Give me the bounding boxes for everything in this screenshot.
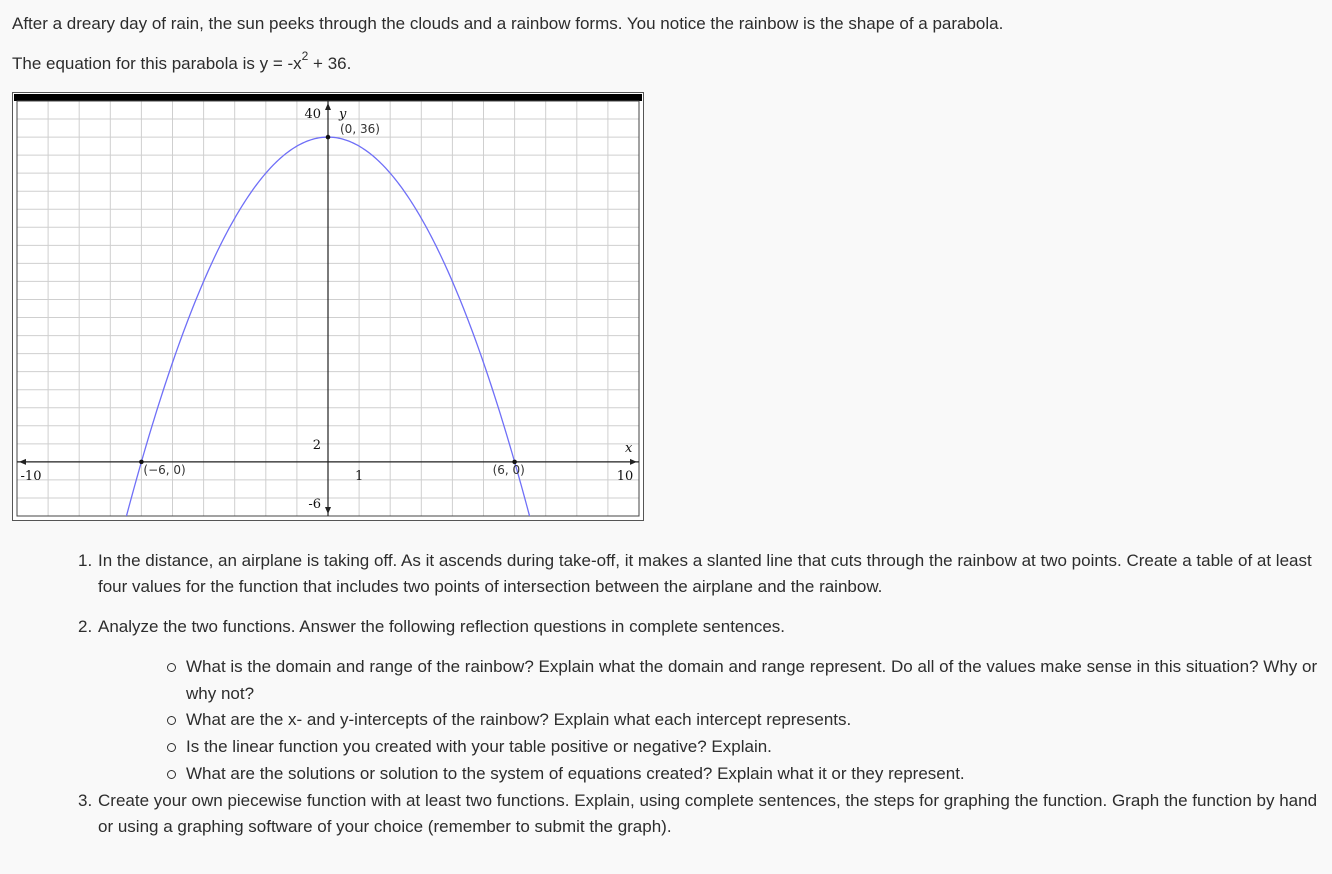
equation-suffix: + 36. [308,54,352,73]
circle-bullet-icon [167,770,176,779]
x-tick-label: -10 [20,468,42,484]
parabola-chart [13,93,643,520]
question-number: 2. [78,617,93,636]
reflection-question [166,707,1318,734]
question-text: In the distance, an airplane is taking off. As it ascends during take-off, it makes a slanted line that cuts through the rainbow at two points. Create a table of at least four values for the function that includes two points of intersection between the airplane and the rainbow. [98,551,1312,596]
question-number: 3. [78,790,93,810]
point-label: (0, 36) [340,122,380,137]
x-tick-label: 1 [354,468,364,484]
reflection-question [166,654,1318,707]
question-item [78,788,1318,840]
reflection-question-text: Is the linear function you created with your table positive or negative? Explain. [186,737,772,757]
y-tick-label: 40 [304,107,321,122]
equation-paragraph [12,49,352,75]
point-marker [326,135,331,140]
circle-bullet-icon [167,663,176,672]
intro-paragraph: After a dreary day of rain, the sun peeks through the clouds and a rainbow forms. You notice the rainbow is the shape of a parabola. [12,14,1004,33]
circle-bullet-icon [167,743,176,752]
reflection-question-text: What are the solutions or solution to the system of equations created? Explain what it or they represent. [186,763,965,783]
point-label: (6, 0) [492,462,525,477]
graph-top-bar [14,94,642,101]
x-axis-label: x [625,440,633,456]
x-tick-label: 10 [616,468,634,484]
point-label: (−6, 0) [143,462,186,477]
question-list [78,548,1318,840]
equation-exponent: 2 [301,49,309,64]
y-tick-label: 2 [312,437,321,453]
circle-bullet-icon [167,716,176,725]
question-text: Create your own piecewise function with at least two functions. Explain, using complete sentences, the steps for graphing the function. Graph the function by hand or using a graphing software of your choice (remember to submit the graph). [98,790,1318,836]
question-text: Analyze the two functions. Answer the following reflection questions in complete sentences. [98,617,785,636]
y-tick-label: -6 [308,497,321,512]
reflection-question-list [166,654,1318,788]
equation-prefix: The equation for this parabola is y = -x [12,54,302,73]
reflection-question-text: What are the x- and y-intercepts of the rainbow? Explain what each intercept represents. [186,710,852,730]
parabola-graph [12,92,644,521]
question-item [78,614,1318,788]
question-number: 1. [78,551,93,570]
question-item [78,548,1318,600]
reflection-question [166,761,1318,788]
y-axis-label: y [339,107,347,122]
reflection-question [166,734,1318,761]
reflection-question-text: What is the domain and range of the rainbow? Explain what the domain and range represent. Do all of the values make sense in this situation? Why or why not? [186,657,1318,703]
